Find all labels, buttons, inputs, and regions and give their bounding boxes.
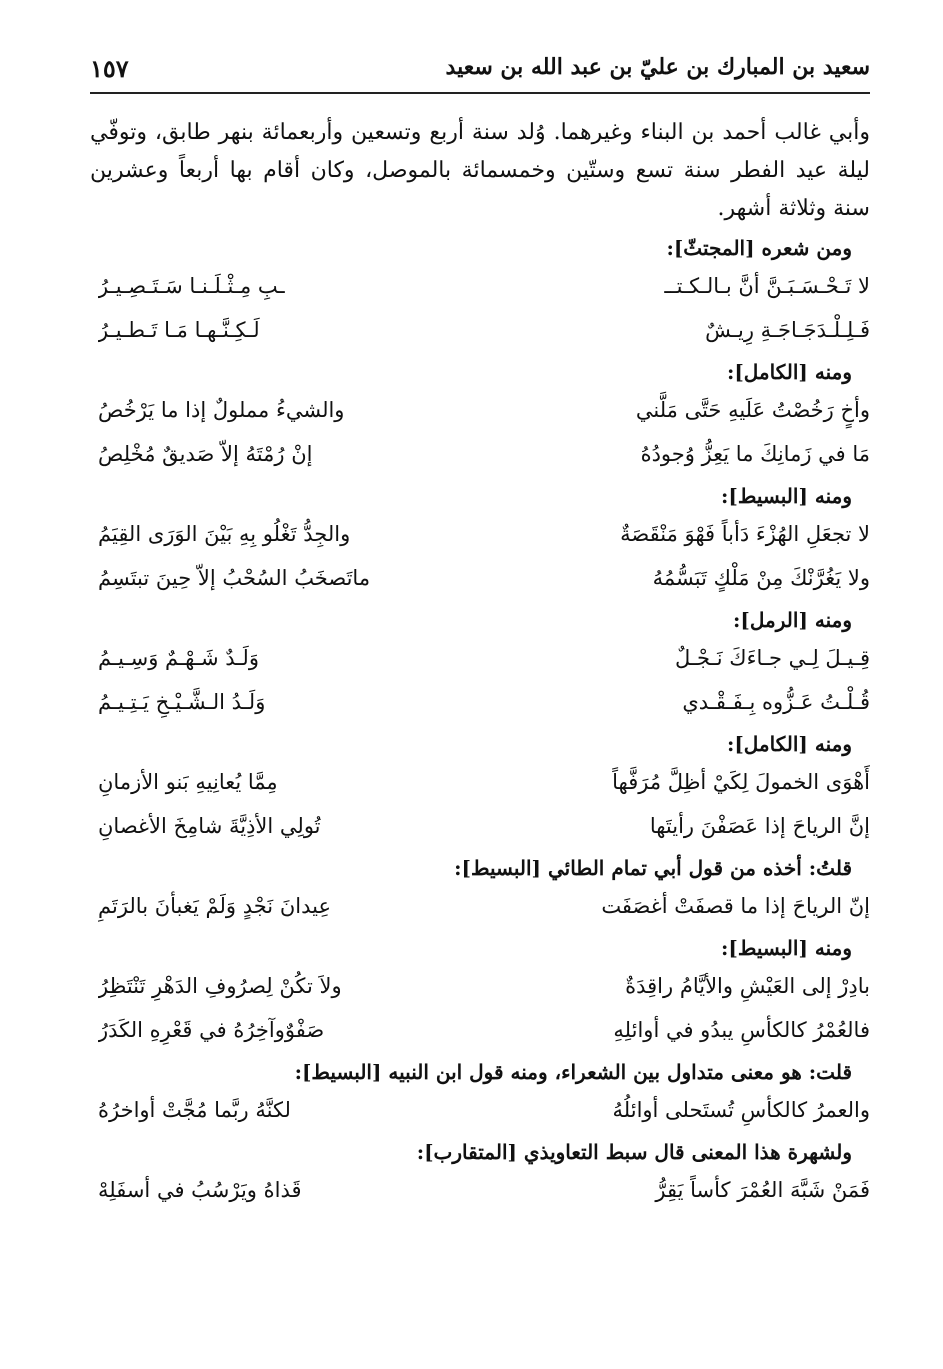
verse-line — [90, 964, 870, 1008]
section-intro: ومن شعره [المجتثّ]: — [666, 236, 852, 260]
verse-second-hemistich: مِمَّا يُعانِيهِ بَنو الأزمانِ — [98, 770, 278, 794]
verse-first-hemistich: قِـيـلَ لِـي جـاءَكَ نَـجْـلٌ — [675, 646, 870, 670]
verse-line — [90, 636, 870, 680]
verse-line — [90, 1168, 870, 1212]
verse-line — [90, 1088, 870, 1132]
verse-first-hemistich: فَمَنْ شَبَّهَ العُمْرَ كأساً يَقِرُّ — [655, 1178, 870, 1202]
verse-first-hemistich: لا تجعَلِ الهُزْءَ دَأباً فَهْوَ مَنْقَصَةٌ — [620, 522, 870, 546]
section-intro: ومنه [البسيط]: — [721, 484, 852, 508]
verse-line — [90, 556, 870, 600]
verse-first-hemistich: ولا يَغُرَّنْكَ مِنْ مَلْكٍ تَبَسُّمُهُ — [652, 566, 870, 590]
section-intro: قلت: هو معنى متداول بين الشعراء، ومنه قول ابن النبيه [البسيط]: — [294, 1060, 852, 1084]
verse-first-hemistich: أَهْوَى الخمولَ لِكَيْ أظِلَّ مُرَفَّهاً — [612, 770, 870, 794]
section-intro: قلتُ: أخذه من قول أبي تمام الطائي [البسيط]: — [454, 856, 852, 880]
verse-second-hemistich: لَـكِـنَّـهـا مَـا تَـطـيـرُ — [98, 318, 260, 342]
verse-first-hemistich: إنَّ الرياحَ إذا عَصَفْنَ رأيتَها — [649, 814, 870, 838]
verse-line — [90, 1008, 870, 1052]
verse-first-hemistich: وأخٍ رَخُصْتُ عَلَيهِ حَتَّى مَلَّني — [635, 398, 870, 422]
verse-second-hemistich: إنْ رُمْتَهُ إلاّ صَديقٌ مُخْلِصُ — [98, 442, 313, 466]
poetry-sections — [90, 232, 870, 1212]
verse-first-hemistich: مَا في زَمانِكَ ما يَعِزُّ وُجودُهُ — [640, 442, 870, 466]
verse-first-hemistich: بادِرْ إلى العَيْشِ والأيَّامُ راقِدَةٌ — [625, 974, 870, 998]
verse-line — [90, 388, 870, 432]
book-page — [90, 40, 870, 1340]
verse-second-hemistich: عِيدانَ نَجْدٍ وَلَمْ يَغبأنَ بالرَتَمِ — [98, 894, 331, 918]
page-header — [90, 40, 870, 94]
verse-line — [90, 884, 870, 928]
verse-line — [90, 512, 870, 556]
verse-line — [90, 308, 870, 352]
verse-line — [90, 680, 870, 724]
section-intro: ومنه [الكامل]: — [726, 360, 852, 384]
verse-first-hemistich: قُـلْـتُ عَـزُّوه بِـفَـقْـدي — [682, 690, 870, 714]
section-intro: ومنه [الرمل]: — [733, 608, 852, 632]
section-intro: ولشهرة هذا المعنى قال سبط التعاويذي [المتقارب]: — [416, 1140, 852, 1164]
verse-second-hemistich: لكنَّهُ ربَّما مُجَّتْ أواخرُهُ — [98, 1098, 291, 1122]
verse-second-hemistich: وَلَـدُ الـشَّـيْـخِ يَـتِـيـمُ — [98, 690, 266, 714]
verse-line — [90, 432, 870, 476]
verse-second-hemistich: ولاَ تكُنْ لِصرُوفِ الدَهْرِ تَنْتَظِرُ — [98, 974, 342, 998]
running-title: سعيد بن المبارك بن عليّ بن عبد الله بن سعيد — [445, 54, 870, 80]
verse-second-hemistich: صَفْوٌوآخِرُهُ في قَعْرِهِ الكَدَرُ — [98, 1018, 325, 1042]
verse-second-hemistich: قَذاهُ ويَرْسُبُ في أسفَلِهْ — [98, 1178, 302, 1202]
verse-second-hemistich: ـبِ مِـثْـلَـنـا سَـتَـصِـيـرُ — [98, 274, 285, 298]
section-intro: ومنه [الكامل]: — [726, 732, 852, 756]
verse-second-hemistich: ماتَصخَبُ السُحْبُ إلاّ حِينَ تبتَسِمُ — [98, 566, 371, 590]
verse-second-hemistich: والجِدُّ تَغْلُو بِهِ بَيْنَ الوَرَى القِيَمُ — [98, 522, 351, 546]
verse-second-hemistich: وَلَـدٌ شَـهْـمٌ وَسِـيـمُ — [98, 646, 259, 670]
verse-second-hemistich: والشيءُ مملولٌ إذا ما يَرْخُصُ — [98, 398, 345, 422]
section-intro: ومنه [البسيط]: — [721, 936, 852, 960]
verse-line — [90, 264, 870, 308]
verse-first-hemistich: إنّ الرياحَ إذا ما قصفَتْ أغصَفَت — [601, 894, 870, 918]
verse-first-hemistich: فالعُمْرُ كالكأسِ يبدُو في أوائلِهِ — [613, 1018, 870, 1042]
biography-paragraph: وأبي غالب أحمد بن البناء وغيرهما. وُلد سنة أربع وتسعين وأربعمائة بنهر طابق، وتوفّي ليلة عيد الفطر سنة تسع وستّين وخمسمائة بالموصل، وكان أقام بها أربعاً وعشرين سنة وثلاثة أشهر. — [90, 120, 870, 221]
verse-first-hemistich: لا تَـحْـسَـبَـنَّ أنَّ بـالـكـتــ — [664, 274, 870, 298]
verse-line — [90, 760, 870, 804]
verse-line — [90, 804, 870, 848]
verse-second-hemistich: تُولِي الأذِيَّةَ شامِخَ الأغصانِ — [98, 814, 321, 838]
page-number: ١٥٧ — [90, 54, 129, 83]
verse-first-hemistich: والعمرُ كالكأسِ تُستَحلى أوائلُهُ — [612, 1098, 870, 1122]
verse-first-hemistich: فَـلِـلْـدَجَـاجَـةِ رِيـشٌ — [705, 318, 870, 342]
